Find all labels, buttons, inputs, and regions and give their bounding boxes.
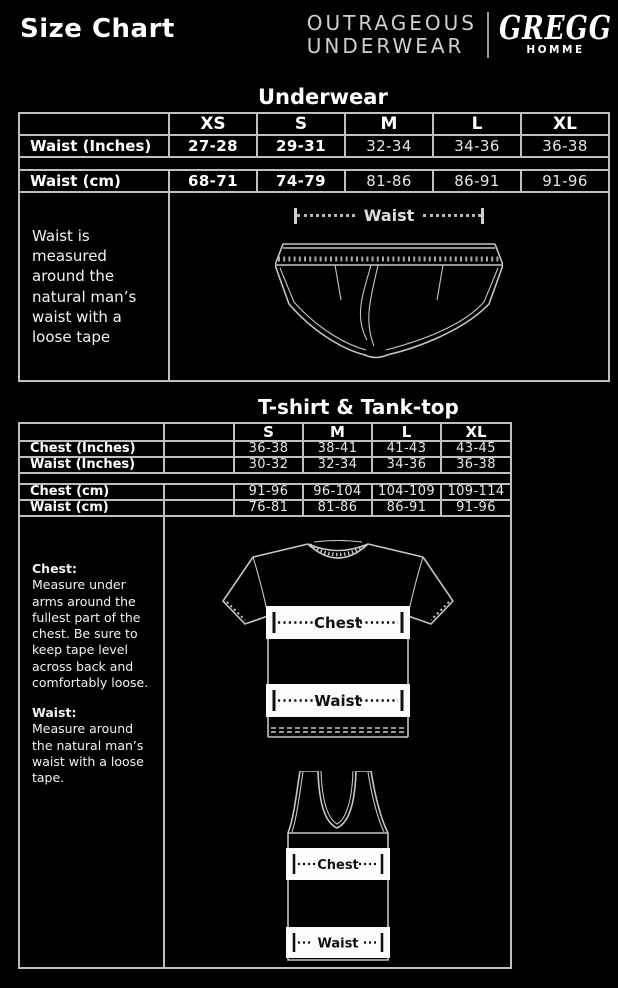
size-value: 38-41 (303, 441, 372, 457)
size-value: 43-45 (441, 441, 511, 457)
size-header-xs: XS (169, 113, 257, 135)
empty-cell (164, 500, 234, 516)
underwear-header-row (19, 113, 609, 135)
measure-dotted-line (423, 214, 481, 217)
size-header-m: M (303, 423, 372, 441)
size-value: 32-34 (303, 457, 372, 473)
size-value: 109-114 (441, 484, 511, 500)
size-header-s: S (234, 423, 303, 441)
brand-wordmark-line1: OUTRAGEOUS (306, 11, 477, 35)
size-header-xl: XL (521, 113, 609, 135)
size-value: 86-91 (372, 500, 441, 516)
size-value: 29-31 (257, 135, 345, 157)
waist-band-label: Waist (316, 936, 359, 952)
briefs-fly-seam (360, 265, 378, 346)
tshirt-back-collar (314, 541, 362, 543)
measure-dotted-line (297, 214, 355, 217)
tshirt-diagram (221, 540, 455, 738)
size-value: 36-38 (521, 135, 609, 157)
page-title: Size Chart (20, 14, 175, 44)
spacer-row (19, 473, 511, 484)
row-label: Waist (cm) (19, 500, 164, 516)
spacer-cell (19, 157, 609, 170)
size-value: 30-32 (234, 457, 303, 473)
homme-logotype: HOMME (526, 44, 585, 57)
underwear-size-table (18, 112, 610, 382)
tanktop-diagram (286, 771, 390, 963)
size-header-m: M (345, 113, 433, 135)
size-value: 34-36 (372, 457, 441, 473)
underwear-diagram-cell (169, 192, 609, 381)
size-value: 74-79 (257, 170, 345, 192)
chest-band-label: Chest (316, 858, 359, 873)
waist-note-text: Measure around the natural man’s waist with a loose tape. (32, 721, 144, 785)
spacer-cell (19, 473, 511, 484)
size-value: 86-91 (433, 170, 521, 192)
size-value: 96-104 (303, 484, 372, 500)
size-value: 104-109 (372, 484, 441, 500)
tshirt-section-title: T-shirt & Tank-top (258, 395, 459, 419)
empty-cell (164, 484, 234, 500)
size-value: 81-86 (303, 500, 372, 516)
tshirt-size-table (18, 422, 512, 969)
brand-wordmark (307, 12, 477, 58)
chest-note-heading: Chest: (32, 561, 77, 576)
empty-header-cell (164, 423, 234, 441)
briefs-outline (275, 265, 503, 358)
tshirt-header-row (19, 423, 511, 441)
row-label: Waist (Inches) (19, 457, 164, 473)
row-label: Waist (Inches) (19, 135, 169, 157)
measure-end-bar (481, 208, 484, 224)
gregg-logotype: GREGG (498, 9, 612, 48)
size-value: 36-38 (441, 457, 511, 473)
spacer-row (19, 157, 609, 170)
table-row (19, 170, 609, 192)
size-value: 91-96 (441, 500, 511, 516)
chest-band-label: Chest (313, 614, 362, 632)
table-row (19, 484, 511, 500)
tshirt-diagram-cell (164, 516, 511, 968)
waist-note-heading: Waist: (32, 705, 77, 720)
size-value: 27-28 (169, 135, 257, 157)
waist-band-label: Waist (313, 692, 362, 710)
tank-chest-band (286, 848, 390, 880)
briefs-leg-trim (280, 268, 498, 350)
size-value: 36-38 (234, 441, 303, 457)
size-value: 76-81 (234, 500, 303, 516)
tshirt-waist-band (266, 684, 410, 717)
empty-cell (164, 457, 234, 473)
table-row (19, 500, 511, 516)
row-label: Chest (Inches) (19, 441, 164, 457)
header (0, 0, 618, 74)
briefs-side-seams (335, 265, 443, 300)
size-value: 91-96 (234, 484, 303, 500)
size-value: 81-86 (345, 170, 433, 192)
chest-note-text: Measure under arms around the fullest part of the chest. Be sure to keep tape level across back and comfortably loose. (32, 577, 149, 690)
empty-header-cell (19, 113, 169, 135)
briefs-waistband-top (275, 244, 503, 265)
row-label: Waist (cm) (19, 170, 169, 192)
waist-measure-label: Waist (363, 206, 415, 225)
size-value: 34-36 (433, 135, 521, 157)
size-value: 32-34 (345, 135, 433, 157)
size-value: 68-71 (169, 170, 257, 192)
size-header-l: L (433, 113, 521, 135)
empty-header-cell (19, 423, 164, 441)
underwear-section-title: Underwear (258, 85, 388, 109)
tank-waist-band (286, 927, 390, 958)
underwear-diagram-row (19, 192, 609, 381)
tshirt-chest-band (266, 606, 410, 639)
size-value: 41-43 (372, 441, 441, 457)
tshirt-diagram-row (19, 516, 511, 968)
empty-cell (164, 441, 234, 457)
table-row (19, 135, 609, 157)
gregg-homme-logo (498, 9, 612, 57)
briefs-diagram (275, 242, 503, 364)
row-label: Chest (cm) (19, 484, 164, 500)
size-header-l: L (372, 423, 441, 441)
table-row (19, 441, 511, 457)
size-header-s: S (257, 113, 345, 135)
brand-logo (306, 9, 612, 58)
tshirt-measure-notes (19, 516, 164, 968)
waist-measure-indicator (294, 206, 485, 225)
size-header-xl: XL (441, 423, 511, 441)
table-row (19, 457, 511, 473)
tshirt-hem-stitching (271, 728, 405, 732)
underwear-measure-note: Waist is measured around the natural man’s waist with a loose tape (19, 192, 169, 381)
brand-divider (487, 12, 489, 58)
brand-wordmark-line2: UNDERWEAR (306, 34, 465, 58)
size-value: 91-96 (521, 170, 609, 192)
